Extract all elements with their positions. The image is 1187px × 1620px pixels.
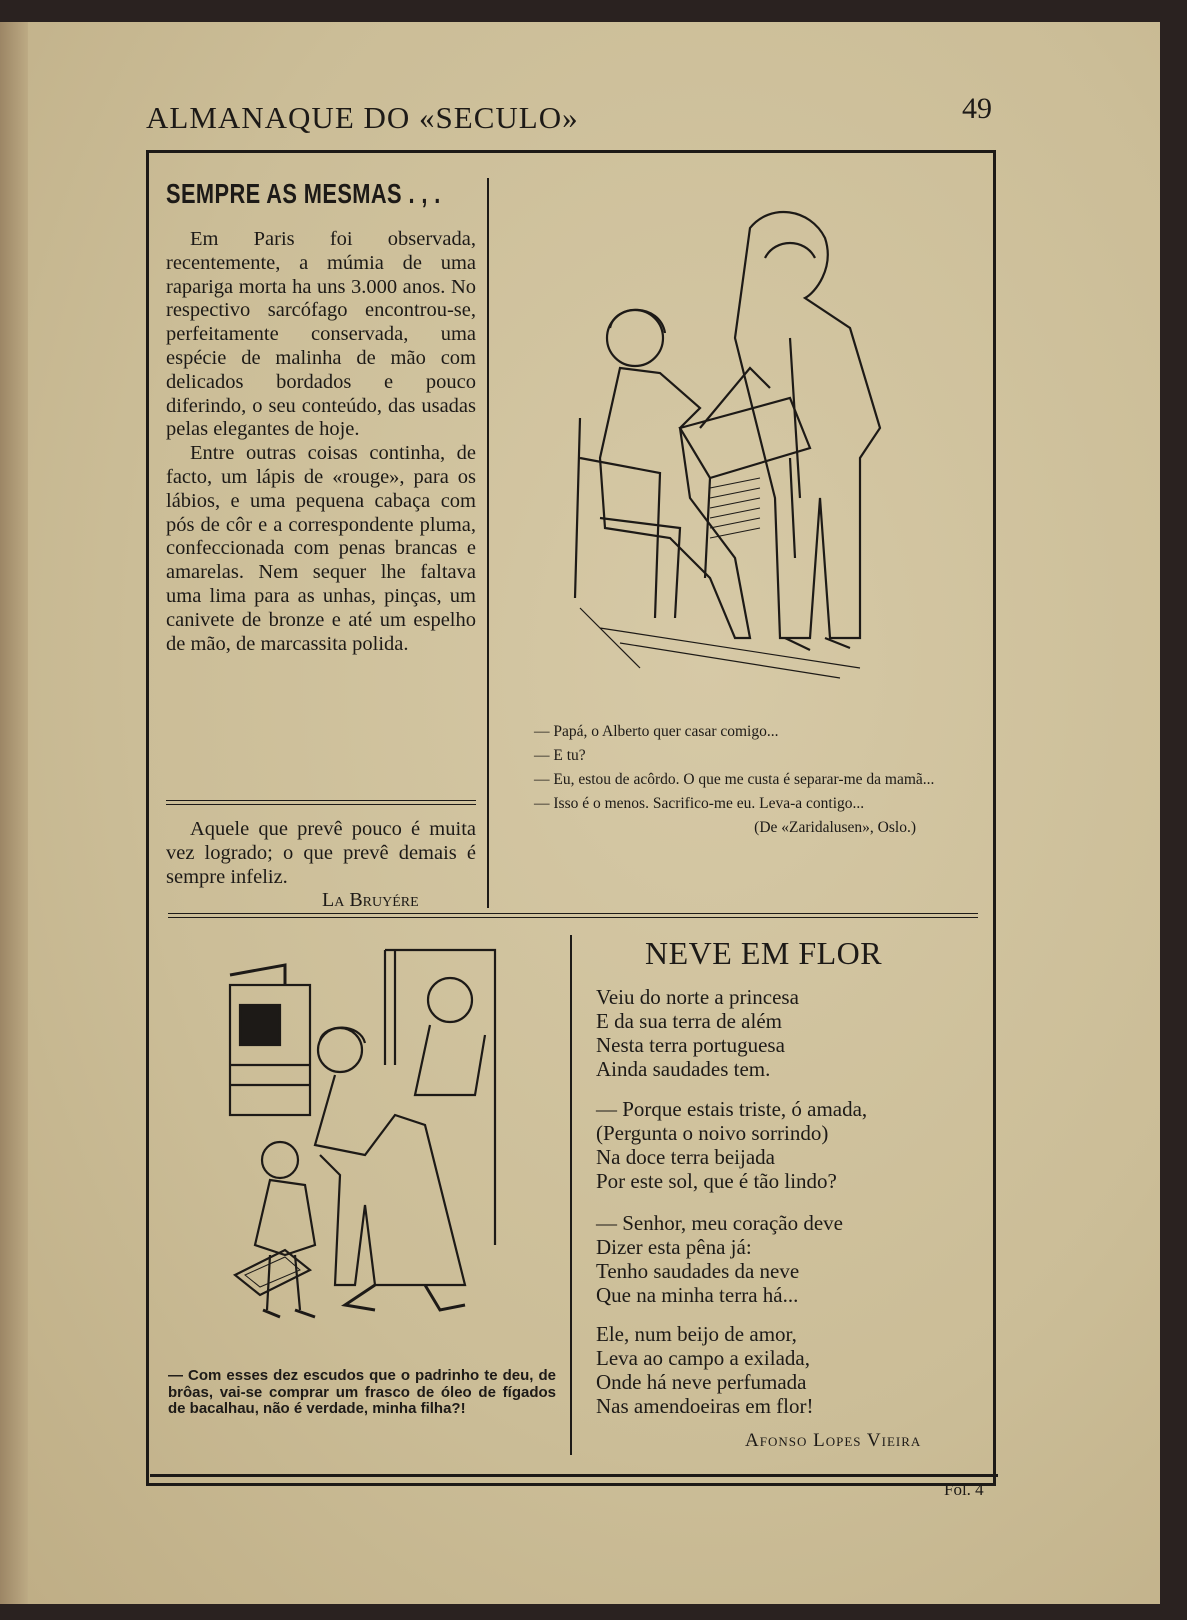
poem-line: — Senhor, meu coração deve xyxy=(596,1211,843,1235)
child-figure xyxy=(255,1180,315,1310)
poem-stanza-2 xyxy=(596,1097,867,1193)
section-separator xyxy=(168,913,978,918)
quote-author: La Bruyére xyxy=(322,889,419,911)
poem-line: Ainda saudades tem. xyxy=(596,1057,771,1081)
cartoon2-caption: — Com esses dez escudos que o padrinho te deu, de brôas, vai-se comprar um frasco de óleo de fígados de bacalhau, não é verdade, minha filha?! xyxy=(168,1367,556,1417)
cartoon1-line-3: — Eu, estou de acôrdo. O que me custa é separar-me da mamã... xyxy=(534,771,935,788)
article-paragraph-2: Entre outras coisas continha, de facto, um lápis de «rouge», para os lábios, e uma pequena cabaça com pós de côr e a correspondente pluma, confeccionada com penas brancas e amarelas. Nem sequer lhe faltava uma lima para as unhas, pinças, um canivete de bronze e até um espelho de mão, de marcassita polida. xyxy=(166,442,476,655)
child-head xyxy=(262,1142,298,1178)
cartoon1-dialog xyxy=(498,720,956,840)
poem-stanza-1 xyxy=(596,985,799,1081)
poem-line: Por este sol, que é tão lindo? xyxy=(596,1169,837,1193)
desk xyxy=(680,398,810,578)
cartoon1-line-1: — Papá, o Alberto quer casar comigo... xyxy=(534,723,779,740)
doorway xyxy=(385,950,495,1245)
father-head xyxy=(428,978,472,1022)
running-head: ALMANAQUE DO «SECULO» xyxy=(146,100,579,135)
bottom-rule xyxy=(150,1474,998,1477)
poem-stanza-4 xyxy=(596,1322,814,1418)
article-paragraph-1: Em Paris foi observada, recentemente, a múmia de uma rapariga morta ha uns 3.000 anos. No respectivo sarcófago encontrou-se, perfeitamente conservada, uma espécie de malinha de mão com delicados bordados e pouco diferindo, o seu conteúdo, das usadas pelas elegantes de hoje. xyxy=(166,228,476,441)
cartoon1-line-4: — Isso é o menos. Sacrifico-me eu. Leva-a contigo... xyxy=(534,795,865,812)
poem-line: E da sua terra de além xyxy=(596,1009,782,1033)
poem-line: Veiu do norte a princesa xyxy=(596,985,799,1009)
page-number: 49 xyxy=(962,92,992,125)
mother-head xyxy=(318,1028,362,1072)
poem-line: Dizer esta pêna já: xyxy=(596,1235,752,1259)
poem-line: Nesta terra portuguesa xyxy=(596,1033,785,1057)
mother-figure xyxy=(315,1075,465,1285)
cartoon-mother-child xyxy=(225,945,500,1340)
poem-line: Leva ao campo a exilada, xyxy=(596,1346,810,1370)
poem-title: NEVE EM FLOR xyxy=(645,935,883,971)
poem-line: Ele, num beijo de amor, xyxy=(596,1322,797,1346)
poem-line: Na doce terra beijada xyxy=(596,1145,775,1169)
poem-line: — Porque estais triste, ó amada, xyxy=(596,1097,868,1121)
daughter-figure xyxy=(600,368,750,638)
cartoon1-source: (De «Zaridalusen», Oslo.) xyxy=(754,819,916,836)
father-figure xyxy=(735,212,880,638)
poem-line: Que na minha terra há... xyxy=(596,1283,799,1307)
article-body xyxy=(166,228,476,656)
article-title: SEMPRE AS MESMAS . , . xyxy=(166,178,441,209)
quote xyxy=(166,818,476,889)
poem-line: (Pergunta o noivo sorrindo) xyxy=(596,1121,829,1145)
cartoon-father-daughter xyxy=(560,198,920,688)
quote-text: Aquele que prevê pouco é muita vez logrado; o que prevê demais é sempre infeliz. xyxy=(166,818,476,888)
poem-line: Tenho saudades da neve xyxy=(596,1259,800,1283)
article-separator xyxy=(166,800,476,805)
column-divider-top xyxy=(487,178,489,908)
poem-line: Onde há neve perfumada xyxy=(596,1370,807,1394)
poem-author: Afonso Lopes Vieira xyxy=(745,1430,922,1451)
folio-signature: Fol. 4 xyxy=(944,1480,984,1499)
chair xyxy=(575,418,680,618)
cartoon1-line-2: — E tu? xyxy=(534,747,586,764)
column-divider-bottom xyxy=(570,935,572,1455)
poem-line: Nas amendoeiras em flor! xyxy=(596,1394,814,1418)
poem-stanza-3 xyxy=(596,1211,843,1307)
